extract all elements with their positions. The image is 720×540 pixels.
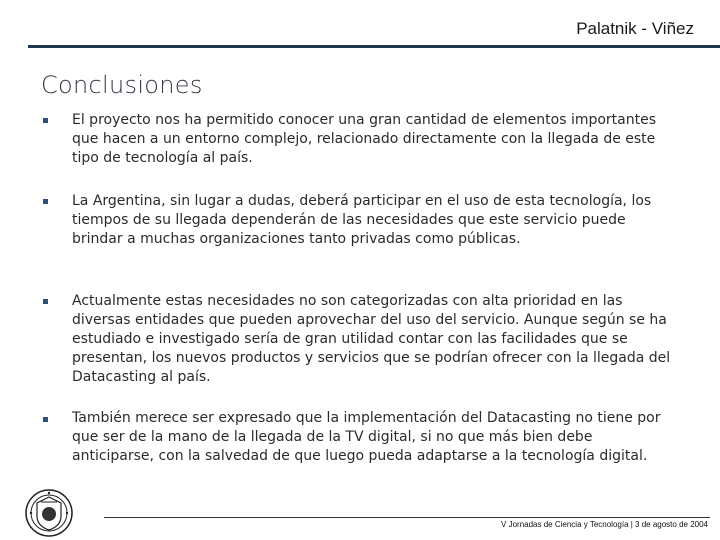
bullet-text: La Argentina, sin lugar a dudas, deberá participar en el uso de esta tecnología, los tiempos de su llegada dependerán de las necesidades que este servicio puede brindar a muchas organizaciones tanto privadas como públicas. xyxy=(72,193,652,247)
footer-divider xyxy=(104,517,710,518)
bullet-text: Actualmente estas necesidades no son categorizadas con alta prioridad en las diversas entidades que pueden aprovechar del uso del servicio. Aunque según se ha estudiado e investigado sería de gran utilidad contar con las facilidades que se presentan, los nuevos productos y servicios que se podrían ofrecer con la llegada del Datacasting al país. xyxy=(72,293,671,385)
bullet-marker-icon xyxy=(43,118,48,123)
university-seal-icon xyxy=(24,488,74,538)
bullet-text: El proyecto nos ha permitido conocer una gran cantidad de elementos importantes que hacen a un entorno complejo, relacionado directamente con la llegada de este tipo de tecnología al país. xyxy=(72,112,657,166)
bullet-text: También merece ser expresado que la implementación del Datacasting no tiene por que ser de la mano de la llegada de la TV digital, si no que más bien debe anticiparse, con la salvedad de que luego pueda adaptarse a la tecnología digital. xyxy=(72,410,661,464)
bullet-marker-icon xyxy=(43,299,48,304)
footer-text: V Jornadas de Ciencia y Tecnología | 3 de agosto de 2004 xyxy=(501,520,708,529)
author-header: Palatnik - Viñez xyxy=(576,19,694,38)
bullet-marker-icon xyxy=(43,199,48,204)
slide-title: Conclusiones xyxy=(41,71,203,99)
bullet-marker-icon xyxy=(43,417,48,422)
header-divider xyxy=(28,45,720,48)
